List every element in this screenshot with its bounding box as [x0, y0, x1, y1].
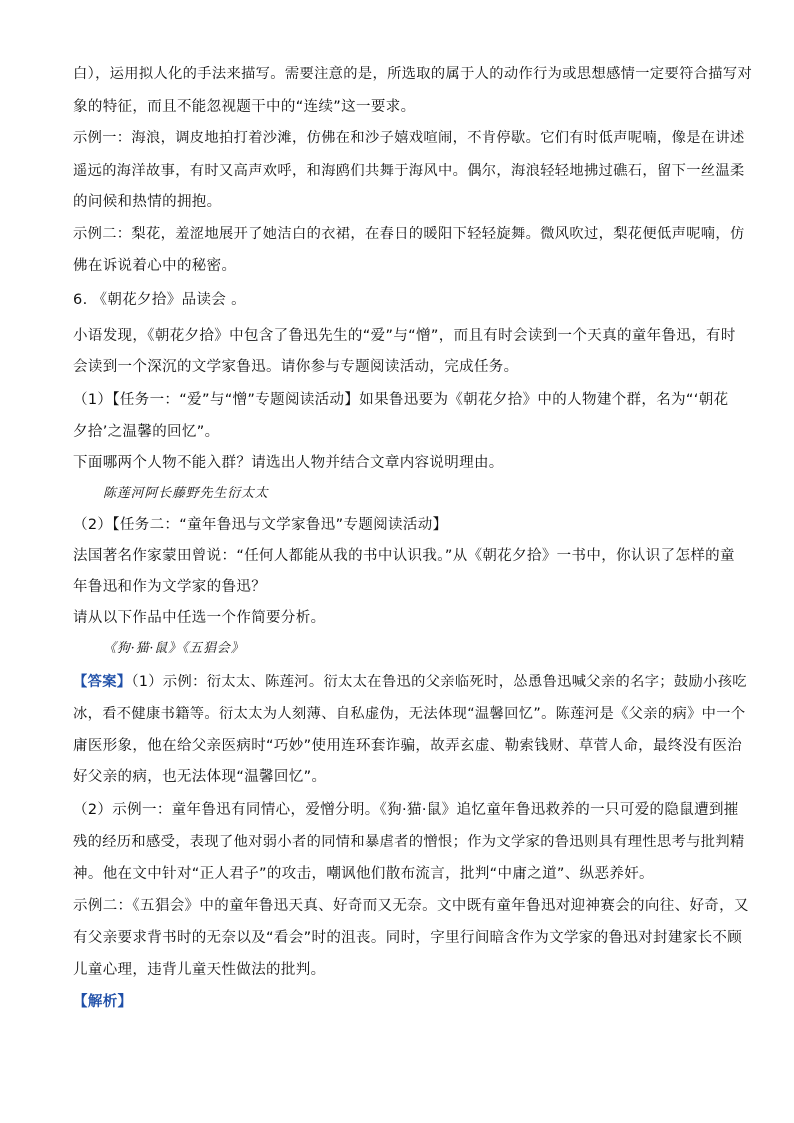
work-options: 《狗·猫·鼠》《五猖会》 [103, 641, 245, 656]
answer-tag: 【答案】 [73, 674, 132, 690]
task-two-heading: （2）【任务二：“童年鲁迅与文学家鲁迅”专题阅读活动】 [73, 517, 448, 533]
answer-text: （1）示例：衍太太、陈莲河。衍太太在鲁迅的父亲临死时，怂恿鲁迅喊父亲的名字；鼓励小孩吃 [131, 674, 747, 690]
analysis-line [73, 992, 132, 1012]
text-line: 示例一：海浪，调皮地拍打着沙滩，仿佛在和沙子嬉戏喧闹，不肯停歇。它们有时低声呢喃，像是在讲述 [73, 130, 745, 146]
text-line: 示例二：《五猖会》中的童年鲁迅天真、好奇而又无奈。文中既有童年鲁迅对迎神赛会的向往、好奇，又 [73, 898, 749, 914]
text-line: 法国著名作家蒙田曾说：“任何人都能从我的书中认识我。”从《朝花夕拾》一书中，你认识了怎样的童 [73, 548, 735, 564]
question-heading: 6. 《朝花夕拾》品读会 。 [73, 292, 246, 308]
text-line: 请从以下作品中任选一个作简要分析。 [73, 610, 326, 626]
text-line: 下面哪两个人物不能入群？请选出人物并结合文章内容说明理由。 [73, 455, 504, 471]
text-line: 遥远的海洋故事，有时又高声欢呼，和海鸥们共舞于海风中。偶尔，海浪轻轻地拂过礁石，留下一丝温柔 [73, 163, 745, 179]
text-line: 庸医形象，他在给父亲医病时“巧妙”使用连环套诈骗，故弄玄虚、勒索钱财、草菅人命，最终没有医治 [73, 738, 743, 754]
text-line: 有父亲要求背书时的无奈以及“看会”时的沮丧。同时，字里行间暗含作为文学家的鲁迅对封建家长不顾 [73, 930, 743, 946]
text-line: 会读到一个深沉的文学家鲁迅。请你参与专题阅读活动，完成任务。 [73, 359, 519, 375]
text-line: （2）示例一：童年鲁迅有同情心，爱憎分明。《狗·猫·鼠》追忆童年鲁迅救养的一只可爱的隐鼠遭到摧 [73, 802, 739, 818]
task-one-heading: （1）【任务一：“爱”与“憎”专题阅读活动】如果鲁迅要为《朝花夕拾》中的人物建个群，名为“‘朝花 [73, 392, 729, 408]
text-line: 年鲁迅和作为文学家的鲁迅？ [73, 579, 267, 595]
text-line: 的问候和热情的拥抱。 [73, 194, 222, 210]
text-line: 残的经历和感受，表现了他对弱小者的同情和暴虐者的憎恨；作为文学家的鲁迅则具有理性思考与批判精 [73, 834, 745, 850]
text-line: 夕拾’之温馨的回忆”。 [73, 424, 220, 440]
analysis-tag: 【解析】 [73, 994, 133, 1010]
text-line: 小语发现，《朝花夕拾》中包含了鲁迅先生的“爱”与“憎”，而且有时会读到一个天真的童年鲁迅，有时 [73, 328, 736, 344]
character-options: 陈莲河阿长藤野先生衍太太 [103, 486, 269, 501]
text-line: 佛在诉说着心中的秘密。 [73, 258, 237, 274]
text-line: 示例二：梨花，羞涩地展开了她洁白的衣裙，在春日的暖阳下轻轻旋舞。微风吹过，梨花便低声呢喃，仿 [73, 226, 745, 242]
answer-line [73, 672, 747, 692]
text-line: 白），运用拟人化的手法来描写。需要注意的是，所选取的属于人的动作行为或思想感情一定要符合描写对 [73, 66, 753, 82]
text-line: 冰，看不健康书籍等。衍太太为人刻薄、自私虚伪，无法体现“温馨回忆”。陈莲河是《父亲的病》中一个 [73, 706, 746, 722]
text-line: 神。他在文中针对“正人君子”的攻击，嘲讽他们散布流言，批判“中庸之道”、纵恶养奸。 [73, 866, 654, 882]
text-line: 象的特征，而且不能忽视题干中的“连续”这一要求。 [73, 99, 416, 115]
text-line: 儿童心理，违背儿童天性做法的批判。 [73, 962, 326, 978]
text-line: 好父亲的病，也无法体现“温馨回忆”。 [73, 769, 327, 785]
